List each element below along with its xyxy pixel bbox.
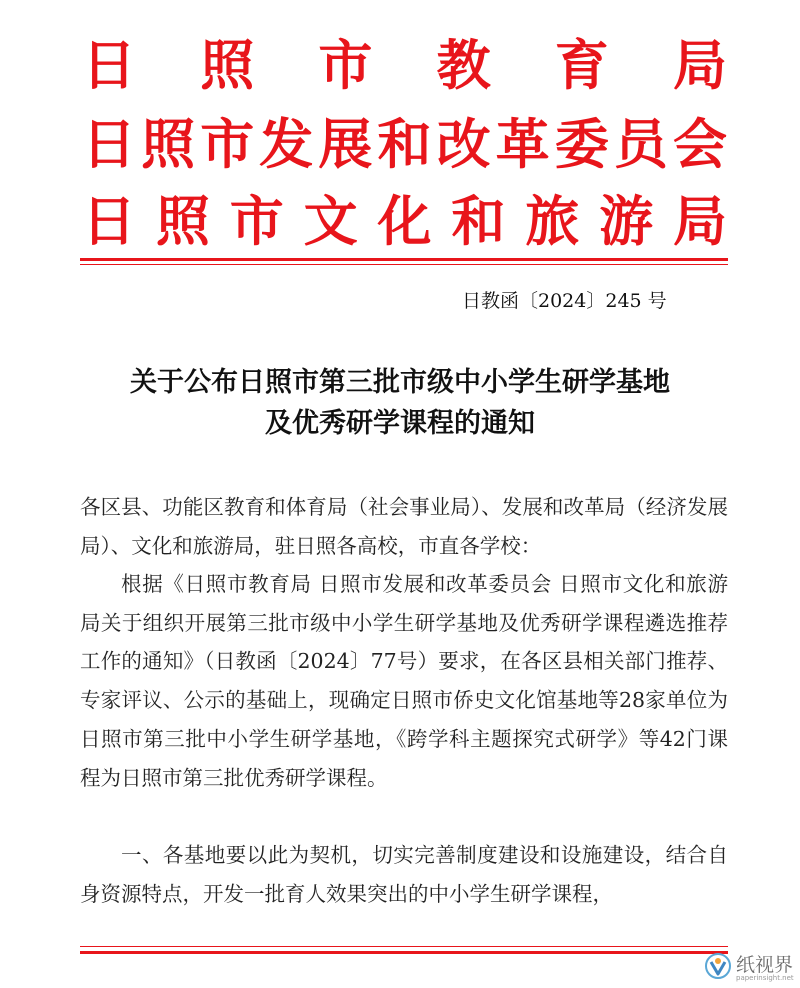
agency-character: 照 — [141, 113, 196, 176]
agency-character: 市 — [229, 190, 284, 253]
agency-character: 照 — [200, 34, 255, 97]
agency-character: 会 — [672, 113, 727, 176]
footer-divider-thin — [80, 946, 728, 947]
agency-character: 和 — [377, 113, 432, 176]
agency-character: 育 — [554, 34, 609, 97]
watermark-url: paperinsight.net — [736, 974, 794, 982]
agency-character: 旅 — [525, 190, 580, 253]
agency-character: 市 — [200, 113, 255, 176]
agency-character: 局 — [672, 34, 727, 97]
document-number: 日教函〔2024〕245 号 — [462, 290, 667, 312]
agency-character: 日 — [82, 34, 136, 97]
brand-logo-icon — [704, 952, 732, 980]
agency-character: 局 — [673, 190, 727, 253]
site-watermark — [704, 948, 796, 986]
agency-character: 照 — [155, 190, 210, 253]
header-divider-thin — [80, 264, 728, 265]
header-divider-thick — [80, 258, 728, 261]
footer-divider-thick — [80, 951, 728, 954]
notice-title-line-2: 及优秀研学课程的通知 — [265, 408, 535, 439]
paragraph-2: 一、各基地要以此为契机，切实完善制度建设和设施建设，结合自身资源特点，开发一批育人效果突出的中小学生研学课程， — [80, 843, 728, 906]
agency-name-culture-tourism-bureau — [82, 192, 727, 252]
agency-name-education-bureau — [82, 36, 727, 96]
agency-character: 文 — [303, 190, 358, 253]
notice-title-line-1: 关于公布日照市第三批市级中小学生研学基地 — [130, 367, 670, 398]
agency-character: 和 — [451, 190, 506, 253]
agency-character: 化 — [377, 190, 432, 253]
agency-character: 市 — [318, 34, 373, 97]
agency-character: 教 — [436, 34, 491, 97]
agency-character: 革 — [495, 113, 550, 176]
paragraph-1: 根据《日照市教育局 日照市发展和改革委员会 日照市文化和旅游局关于组织开展第三批市级中小学生研学基地及优秀研学课程遴选推荐工作的通知》（日教函〔2024〕77号）要求，在各区县相关部门推荐、专家评议、公示的基础上，现确定日照市侨史文化馆基地等28家单位为日照市第三批中小学生研学基地，《跨学科主题探究式研学》等42门课程为日照市第三批优秀研学课程。 — [80, 572, 728, 790]
agency-character: 改 — [436, 113, 491, 176]
agency-character: 员 — [613, 113, 668, 176]
agency-character: 日 — [82, 113, 136, 176]
salutation: 各区县、功能区教育和体育局（社会事业局）、发展和改革局（经济发展局）、文化和旅游局，驻日照各高校，市直各学校： — [80, 495, 728, 558]
agency-character: 展 — [318, 113, 373, 176]
agency-character: 发 — [259, 113, 314, 176]
agency-character: 委 — [554, 113, 609, 176]
agency-character: 游 — [599, 190, 654, 253]
watermark-brand: 纸视界 — [736, 954, 794, 976]
agency-character: 日 — [82, 190, 136, 253]
agency-name-development-reform-commission — [82, 115, 727, 175]
